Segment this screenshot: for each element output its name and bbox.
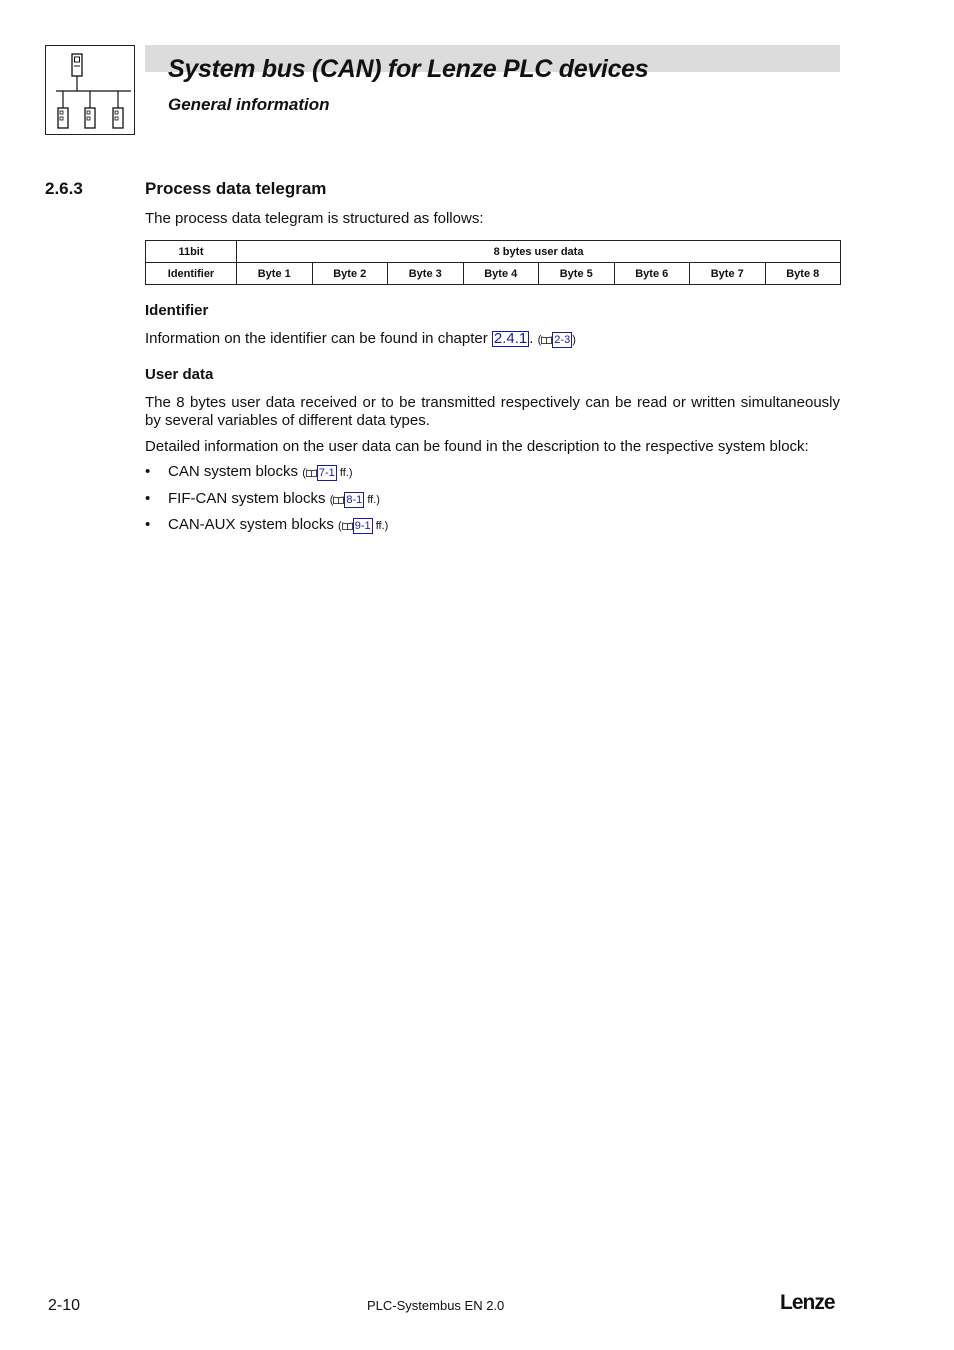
- table-cell: Byte 8: [765, 263, 841, 285]
- book-icon: [342, 522, 353, 530]
- table-cell: 11bit: [146, 241, 237, 263]
- ref-suffix: ff.): [367, 493, 380, 506]
- user-data-paragraph: The 8 bytes user data received or to be transmitted respectively can be read or written simultaneously by several variables of different data types.: [145, 394, 840, 429]
- book-icon: [333, 496, 344, 504]
- page-link[interactable]: 2-3: [554, 334, 571, 346]
- table-cell: Byte 2: [312, 263, 388, 285]
- list-item: [145, 490, 388, 517]
- list-item-label: CAN system blocks: [168, 463, 299, 480]
- lenze-logo: Lenze: [780, 1291, 835, 1314]
- page-subtitle: General information: [168, 95, 330, 114]
- identifier-sentence: Information on the identifier can be found in chapter: [145, 330, 488, 347]
- table-cell: 8 bytes user data: [237, 241, 841, 263]
- chapter-link[interactable]: 2.4.1: [493, 330, 528, 347]
- identifier-heading: Identifier: [145, 302, 209, 319]
- book-icon: [306, 469, 317, 477]
- page-title: System bus (CAN) for Lenze PLC devices: [168, 55, 649, 83]
- document-name: PLC-Systembus EN 2.0: [367, 1298, 505, 1313]
- table-cell: Byte 1: [237, 263, 313, 285]
- table-row: [146, 241, 841, 263]
- table-cell: Byte 4: [463, 263, 539, 285]
- page-number: 2-10: [48, 1297, 81, 1314]
- page-link[interactable]: 9-1: [354, 520, 371, 532]
- identifier-text: [145, 330, 840, 349]
- list-item-label: CAN-AUX system blocks: [168, 516, 334, 533]
- page-ref: [338, 520, 388, 532]
- list-item: [145, 516, 388, 543]
- page-ref: [330, 494, 380, 506]
- page-link[interactable]: 8-1: [346, 493, 363, 506]
- book-icon: [541, 336, 552, 344]
- network-topology-icon: [45, 45, 135, 135]
- ref-suffix: ff.): [339, 467, 353, 479]
- user-data-detail: Detailed information on the user data can be found in the description to the respective system block:: [145, 438, 809, 455]
- table-cell: Byte 6: [614, 263, 690, 285]
- open-paren: (: [302, 467, 306, 479]
- table-cell: Byte 3: [388, 263, 464, 285]
- table-cell: Identifier: [146, 263, 237, 285]
- user-data-heading: User data: [145, 366, 214, 383]
- ref-suffix: ff.): [375, 520, 389, 532]
- section-title: Process data telegram: [145, 179, 327, 198]
- table-cell: Byte 5: [539, 263, 615, 285]
- open-paren: (: [338, 520, 342, 532]
- bullet: •: [145, 463, 151, 480]
- system-blocks-list: [145, 463, 388, 543]
- telegram-table: [145, 240, 841, 285]
- page-ref: [538, 334, 576, 346]
- bullet: •: [145, 516, 151, 533]
- period: .: [529, 330, 534, 347]
- list-item: [145, 463, 388, 490]
- bullet: •: [145, 489, 151, 507]
- close-paren: ): [572, 334, 576, 346]
- page-link[interactable]: 7-1: [318, 467, 335, 479]
- open-paren: (: [537, 334, 542, 346]
- open-paren: (: [329, 493, 334, 506]
- table-cell: Byte 7: [690, 263, 766, 285]
- page-ref: [302, 467, 352, 479]
- list-item-label: FIF-CAN system blocks: [168, 489, 326, 507]
- section-number: 2.6.3: [45, 179, 83, 198]
- table-row: [146, 263, 841, 285]
- section-intro: The process data telegram is structured as follows:: [145, 210, 484, 227]
